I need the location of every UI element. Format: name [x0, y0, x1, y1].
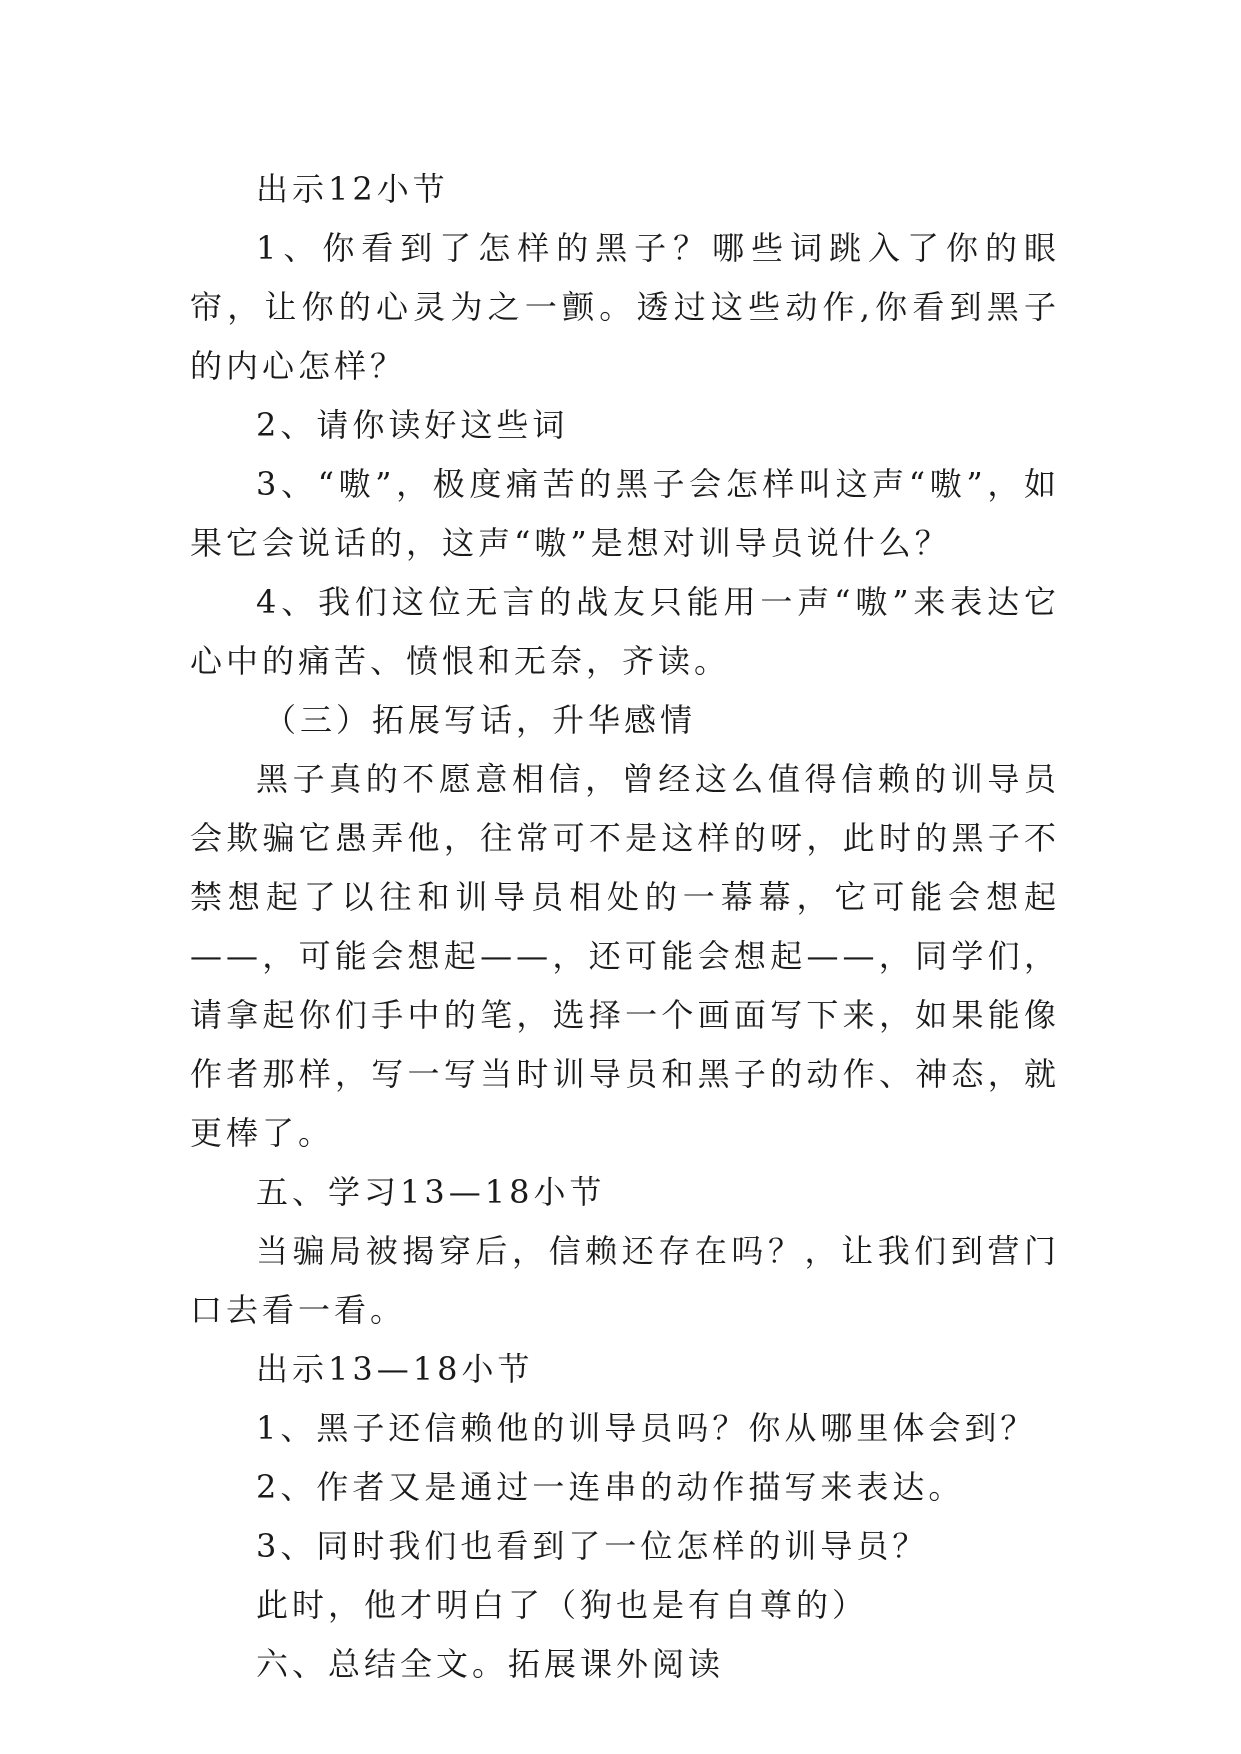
paragraph-question-4: 4、我们这位无言的战友只能用一声“嗷”来表达它心中的痛苦、愤恨和无奈，齐读。 [190, 583, 1060, 680]
paragraph-question-5-1: 1、黑子还信赖他的训导员吗？你从哪里体会到？ [256, 1409, 1037, 1447]
paragraph-question-5-3: 3、同时我们也看到了一位怎样的训导员？ [256, 1527, 929, 1565]
document-body [190, 160, 1060, 1694]
paragraph-section-6-heading: 六、总结全文。拓展课外阅读 [256, 1645, 725, 1683]
paragraph-realization: 此时，他才明白了（狗也是有自尊的） [256, 1586, 869, 1624]
paragraph-subheading-3: （三）拓展写话，升华感情 [264, 701, 697, 739]
paragraph-question-2: 2、请你读好这些词 [256, 406, 569, 444]
paragraph-question-5-2: 2、作者又是通过一连串的动作描写来表达。 [256, 1468, 965, 1506]
paragraph-show-section-13-18: 出示13—18小节 [256, 1350, 534, 1388]
paragraph-section-5-heading: 五、学习13—18小节 [256, 1173, 606, 1211]
paragraph-question-1: 1、你看到了怎样的黑子？哪些词跳入了你的眼帘，让你的心灵为之一颤。透过这些动作,你看到黑子的内心怎样？ [190, 229, 1060, 385]
paragraph-writing-task: 黑子真的不愿意相信，曾经这么值得信赖的训导员会欺骗它愚弄他，往常可不是这样的呀，此时的黑子不禁想起了以往和训导员相处的一幕幕，它可能会想起——，可能会想起——，还可能会想起——，同学们，请拿起你们手中的笔，选择一个画面写下来，如果能像作者那样，写一写当时训导员和黑子的动作、神态，就更棒了。 [190, 760, 1060, 1152]
paragraph-question-3: 3、“嗷”，极度痛苦的黑子会怎样叫这声“嗷”，如果它会说话的，这声“嗷”是想对训导员说什么？ [190, 465, 1060, 562]
paragraph-show-section-12: 出示12小节 [256, 170, 449, 208]
paragraph-intro-section-5: 当骗局被揭穿后，信赖还存在吗？，让我们到营门口去看一看。 [190, 1232, 1060, 1329]
